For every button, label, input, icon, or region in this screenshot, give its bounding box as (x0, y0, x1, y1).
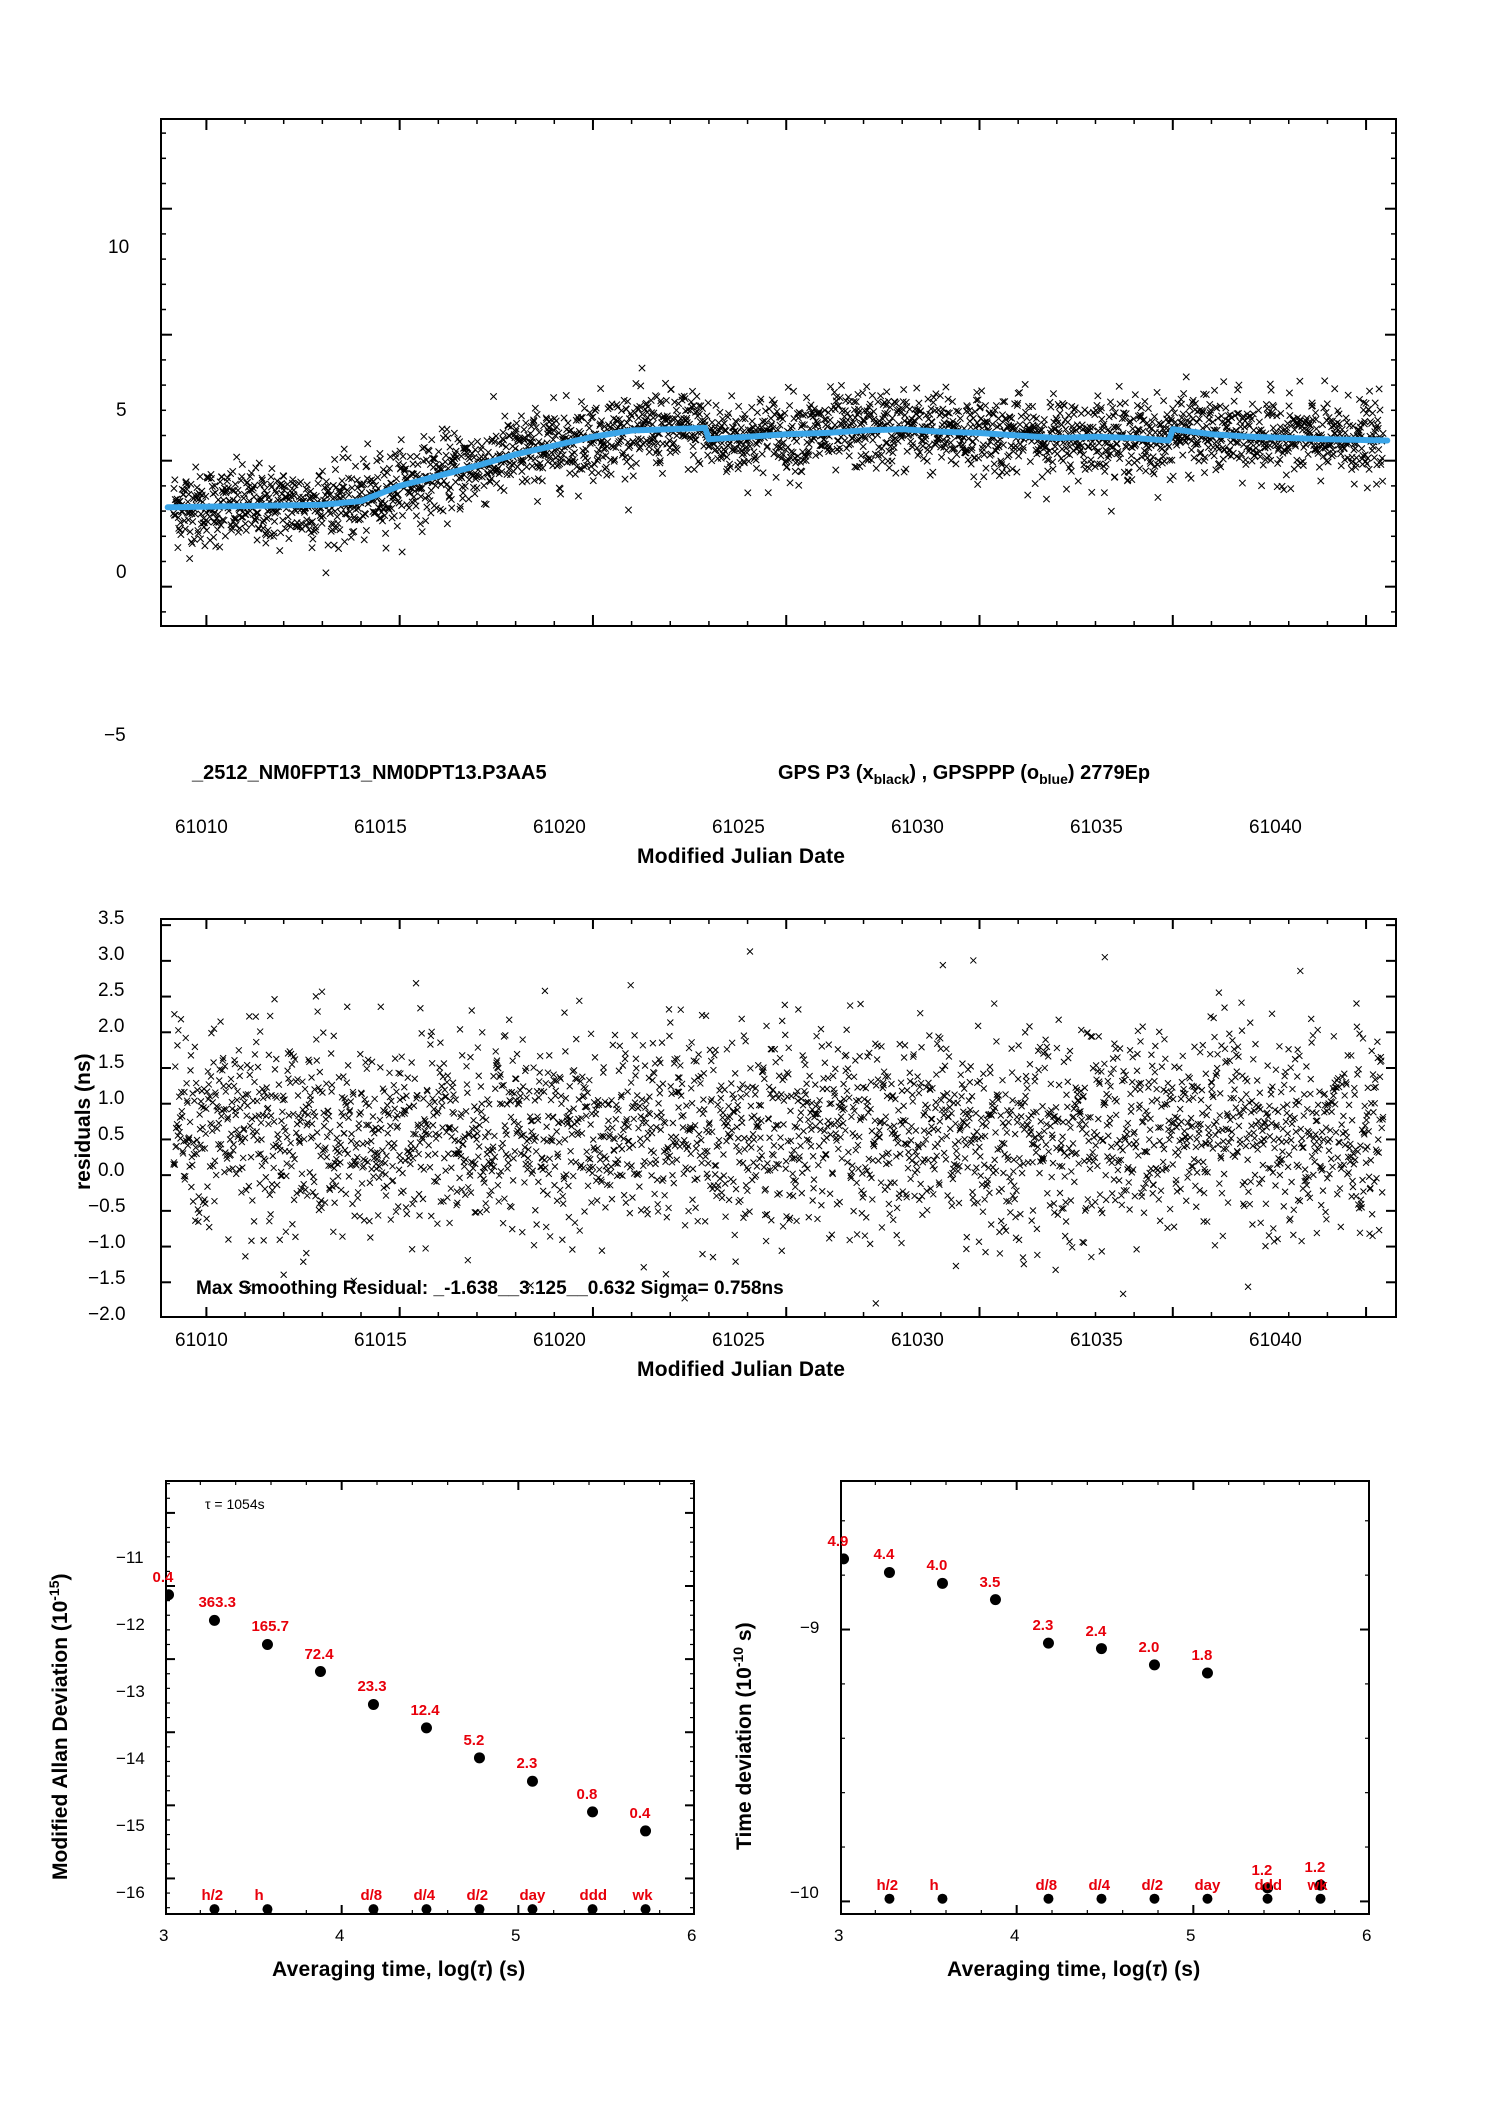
dev-baseline-label: ddd (579, 1887, 608, 1905)
residual-ytick-minus0.5: −0.5 (88, 1196, 126, 1217)
dev-baseline-label: d/8 (1035, 1876, 1058, 1894)
phase-xtick-61015: 61015 (354, 817, 407, 838)
dev-point-label: 363.3 (198, 1594, 236, 1612)
dev-baseline-label: h/2 (201, 1887, 224, 1905)
dev-point-label: 2.3 (516, 1755, 538, 1773)
residual-ytick-minus1.5: −1.5 (88, 1268, 126, 1289)
madev-x-axis-title: Averaging time, log(τ) (s) (272, 1958, 526, 1981)
residual-xtick-61025: 61025 (712, 1330, 765, 1351)
tdev-ytick-minus10: −10 (790, 1883, 819, 1902)
dev-baseline-label: h (254, 1887, 264, 1905)
residual-ytick-2.0: 2.0 (98, 1016, 125, 1037)
dev-baseline-label: h (929, 1876, 939, 1894)
dev-point-label: 2.4 (1085, 1622, 1107, 1640)
dev-baseline-label: day (519, 1887, 546, 1905)
phase-ytick-5: 5 (116, 400, 127, 421)
residual-xtick-61015: 61015 (354, 1330, 407, 1351)
dev-point-label: 0.4 (152, 1568, 174, 1586)
madev-ytick-minus14: −14 (116, 1749, 145, 1768)
residual-data-layer (160, 918, 1397, 1318)
residual-ytick-2.5: 2.5 (98, 980, 125, 1001)
residual-ytick-1.0: 1.0 (98, 1088, 125, 1109)
dev-point-label: 2.3 (1032, 1617, 1054, 1635)
residual-xtick-61010: 61010 (175, 1330, 228, 1351)
madev-tau-note: τ = 1054s (205, 1496, 265, 1512)
phase-ytick-minus5: −5 (104, 725, 126, 746)
residual-xtick-61030: 61030 (891, 1330, 944, 1351)
residual-ytick-minus1.0: −1.0 (88, 1232, 126, 1253)
dev-baseline-label: d/4 (413, 1887, 436, 1905)
dev-point-label: 4.4 (873, 1546, 895, 1564)
dev-point-label: 4.0 (926, 1557, 948, 1575)
dev-point-label: 0.4 (629, 1804, 651, 1822)
phase-xtick-61010: 61010 (175, 817, 228, 838)
residual-xtick-61035: 61035 (1070, 1330, 1123, 1351)
dev-point-label: 5.2 (463, 1731, 485, 1749)
dev-point-label: 23.3 (357, 1678, 387, 1696)
tdev-xtick-5: 5 (1186, 1926, 1196, 1945)
dev-point-label: 1.2 (1304, 1859, 1326, 1877)
madev-ytick-minus15: −15 (116, 1816, 145, 1835)
madev-xtick-6: 6 (687, 1926, 697, 1945)
tdev-ytick-minus9: −9 (800, 1618, 820, 1637)
madev-ytick-minus12: −12 (116, 1615, 145, 1634)
residual-ytick-0.0: 0.0 (98, 1160, 125, 1181)
tdev-xtick-6: 6 (1362, 1926, 1372, 1945)
madev-data-layer (165, 1480, 695, 1915)
phase-xtick-61040: 61040 (1249, 817, 1302, 838)
madev-y-axis-title: Modified Allan Deviation $(10^{-15})$ (46, 1573, 72, 1880)
phase-xtick-61025: 61025 (712, 817, 765, 838)
dev-point-label: 0.8 (576, 1785, 598, 1803)
dev-point-label: 12.4 (410, 1701, 440, 1719)
dev-baseline-label: wk (1307, 1876, 1328, 1894)
residual-ytick-0.5: 0.5 (98, 1124, 125, 1145)
dev-baseline-label: ddd (1254, 1876, 1283, 1894)
residual-x-axis-title: Modified Julian Date (637, 1358, 846, 1381)
dev-baseline-label: h/2 (876, 1876, 899, 1894)
madev-ytick-minus13: −13 (116, 1682, 145, 1701)
dev-point-label: 2.0 (1138, 1638, 1160, 1656)
madev-ytick-minus16: −16 (116, 1883, 145, 1902)
madev-xtick-4: 4 (335, 1926, 345, 1945)
residual-xtick-61040: 61040 (1249, 1330, 1302, 1351)
dev-baseline-label: d/2 (466, 1887, 489, 1905)
residual-xtick-61020: 61020 (533, 1330, 586, 1351)
dev-baseline-label: d/2 (1141, 1876, 1164, 1894)
phase-x-axis-title: Modified Julian Date (637, 845, 846, 868)
residual-ytick-1.5: 1.5 (98, 1052, 125, 1073)
phase-ytick-10: 10 (108, 237, 130, 258)
phase-ytick-0: 0 (116, 562, 127, 583)
madev-ytick-minus11: −11 (116, 1548, 144, 1567)
tdev-y-axis-title: Time deviation ($10^{-10}$ s) (730, 1622, 756, 1850)
residual-annotation: Max Smoothing Residual: _-1.638__3.125__0.632 Sigma= 0.758ns (196, 1278, 784, 1299)
residual-y-axis-title: residuals (ns) (72, 1053, 95, 1190)
phase-data-layer (160, 118, 1397, 627)
residual-ytick-minus2.0: −2.0 (88, 1304, 126, 1325)
tdev-x-axis-title: Averaging time, log(τ) (s) (947, 1958, 1201, 1981)
residual-ytick-3.5: 3.5 (98, 908, 125, 929)
residual-ytick-3.0: 3.0 (98, 944, 125, 965)
tdev-xtick-3: 3 (834, 1926, 844, 1945)
dev-baseline-label: wk (632, 1887, 653, 1905)
dev-point-label: 72.4 (304, 1645, 334, 1663)
dev-point-label: 1.2 (1251, 1861, 1273, 1879)
phase-annotation-right: GPS P3 $(x_{black})$ , GPSPPP $(o_{blue})$ 2779Ep (778, 762, 1151, 787)
tdev-xtick-4: 4 (1010, 1926, 1020, 1945)
phase-xtick-61035: 61035 (1070, 817, 1123, 838)
phase-xtick-61020: 61020 (533, 817, 586, 838)
madev-xtick-5: 5 (511, 1926, 521, 1945)
dev-point-label: 3.5 (979, 1573, 1001, 1591)
dev-baseline-label: d/4 (1088, 1876, 1111, 1894)
madev-xtick-3: 3 (159, 1926, 169, 1945)
dev-baseline-label: d/8 (360, 1887, 383, 1905)
dev-baseline-label: day (1194, 1876, 1221, 1894)
dev-point-label: 4.9 (827, 1532, 849, 1550)
phase-annotation-left: _2512_NM0FPT13_NM0DPT13.P3AA5 (192, 762, 547, 784)
phase-xtick-61030: 61030 (891, 817, 944, 838)
dev-point-label: 1.8 (1191, 1647, 1213, 1665)
tdev-data-layer (840, 1480, 1370, 1915)
dev-point-label: 165.7 (251, 1618, 289, 1636)
